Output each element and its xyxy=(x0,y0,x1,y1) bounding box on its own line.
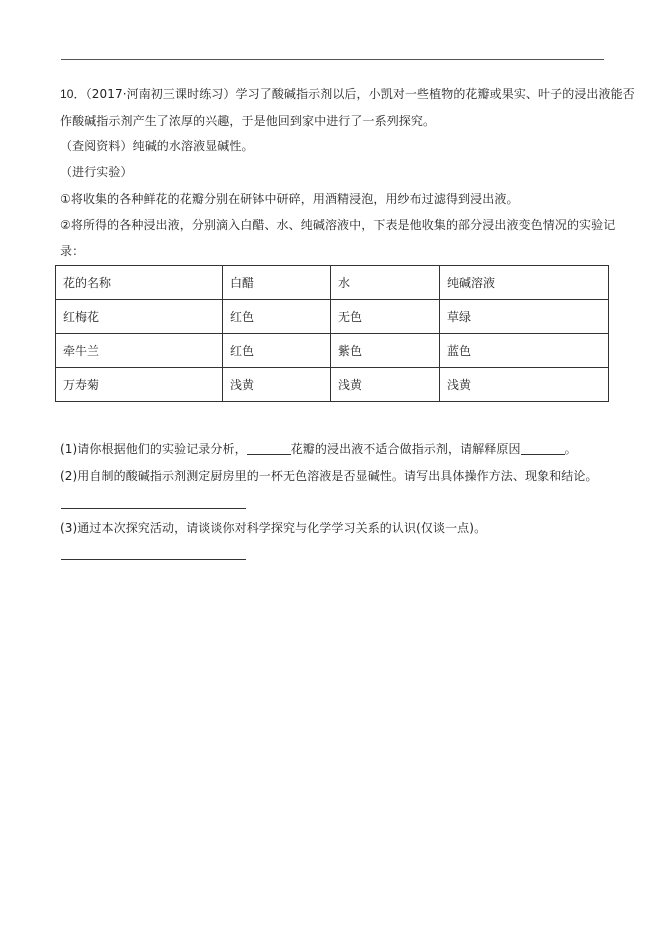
experiment-step-2-line-2: 录： xyxy=(60,244,85,258)
sub-question-3: (3)通过本次探究活动，请谈谈你对科学探究与化学学习关系的认识(仅谈一点)。 xyxy=(60,521,487,535)
sub-question-2: (2)用自制的酸碱指示剂测定厨房里的一杯无色溶液是否显碱性。请写出具体操作方法、现象和结论。 xyxy=(60,469,598,483)
sub-question-1-middle: 花瓣的浸出液不适合做指示剂，请解释原因 xyxy=(290,442,521,456)
reference-info xyxy=(60,138,254,154)
table-cell: 红色 xyxy=(223,300,331,334)
results-table xyxy=(55,265,609,402)
table-cell: 牵牛兰 xyxy=(56,334,223,368)
header-rule xyxy=(61,59,604,60)
table-cell: 蓝色 xyxy=(440,334,609,368)
sub-question-1-end: 。 xyxy=(564,442,577,456)
table-row xyxy=(56,368,609,402)
experiment-step-1: ①将收集的各种鲜花的花瓣分别在研钵中研碎，用酒精浸泡，用纱布过滤得到浸出液。 xyxy=(60,192,519,206)
question-intro-line-2: 作酸碱指示剂产生了浓厚的兴趣，于是他回到家中进行了一系列探究。 xyxy=(60,114,436,128)
answer-line-2[interactable] xyxy=(61,508,246,509)
reference-info-text: 纯碱的水溶液显碱性。 xyxy=(132,139,254,153)
table-cell: 浅黄 xyxy=(440,368,609,402)
question-number: 10． xyxy=(60,87,86,101)
table-cell: 红色 xyxy=(223,334,331,368)
table-header-cell: 水 xyxy=(331,266,440,300)
table-cell: 浅黄 xyxy=(223,368,331,402)
table-cell: 紫色 xyxy=(331,334,440,368)
reference-info-label: （查阅资料） xyxy=(60,139,133,153)
question-intro-line-1 xyxy=(60,86,635,102)
table-cell: 草绿 xyxy=(440,300,609,334)
table-cell: 万寿菊 xyxy=(56,368,223,402)
sub-question-1-prompt: (1)请你根据他们的实验记录分析， xyxy=(60,442,247,456)
table-header-cell: 纯碱溶液 xyxy=(440,266,609,300)
experiment-label: （进行实验） xyxy=(60,165,133,179)
answer-blank-flower[interactable] xyxy=(247,442,291,455)
question-intro-text: 学习了酸碱指示剂以后，小凯对一些植物的花瓣或果实、叶子的浸出液能否 xyxy=(235,87,635,101)
table-cell: 无色 xyxy=(331,300,440,334)
table-header-cell: 花的名称 xyxy=(56,266,223,300)
answer-line-3[interactable] xyxy=(61,559,246,560)
table-row xyxy=(56,334,609,368)
answer-blank-reason[interactable] xyxy=(521,442,565,455)
table-cell: 红梅花 xyxy=(56,300,223,334)
table-cell: 浅黄 xyxy=(331,368,440,402)
question-source: （2017·河南初三课时练习） xyxy=(85,87,236,101)
table-header-row xyxy=(56,266,609,300)
experiment-step-2-line-1: ②将所得的各种浸出液，分别滴入白醋、水、纯碱溶液中，下表是他收集的部分浸出液变色情况的实验记 xyxy=(60,218,616,232)
table-header-cell: 白醋 xyxy=(223,266,331,300)
table-row xyxy=(56,300,609,334)
sub-question-1 xyxy=(60,441,577,457)
